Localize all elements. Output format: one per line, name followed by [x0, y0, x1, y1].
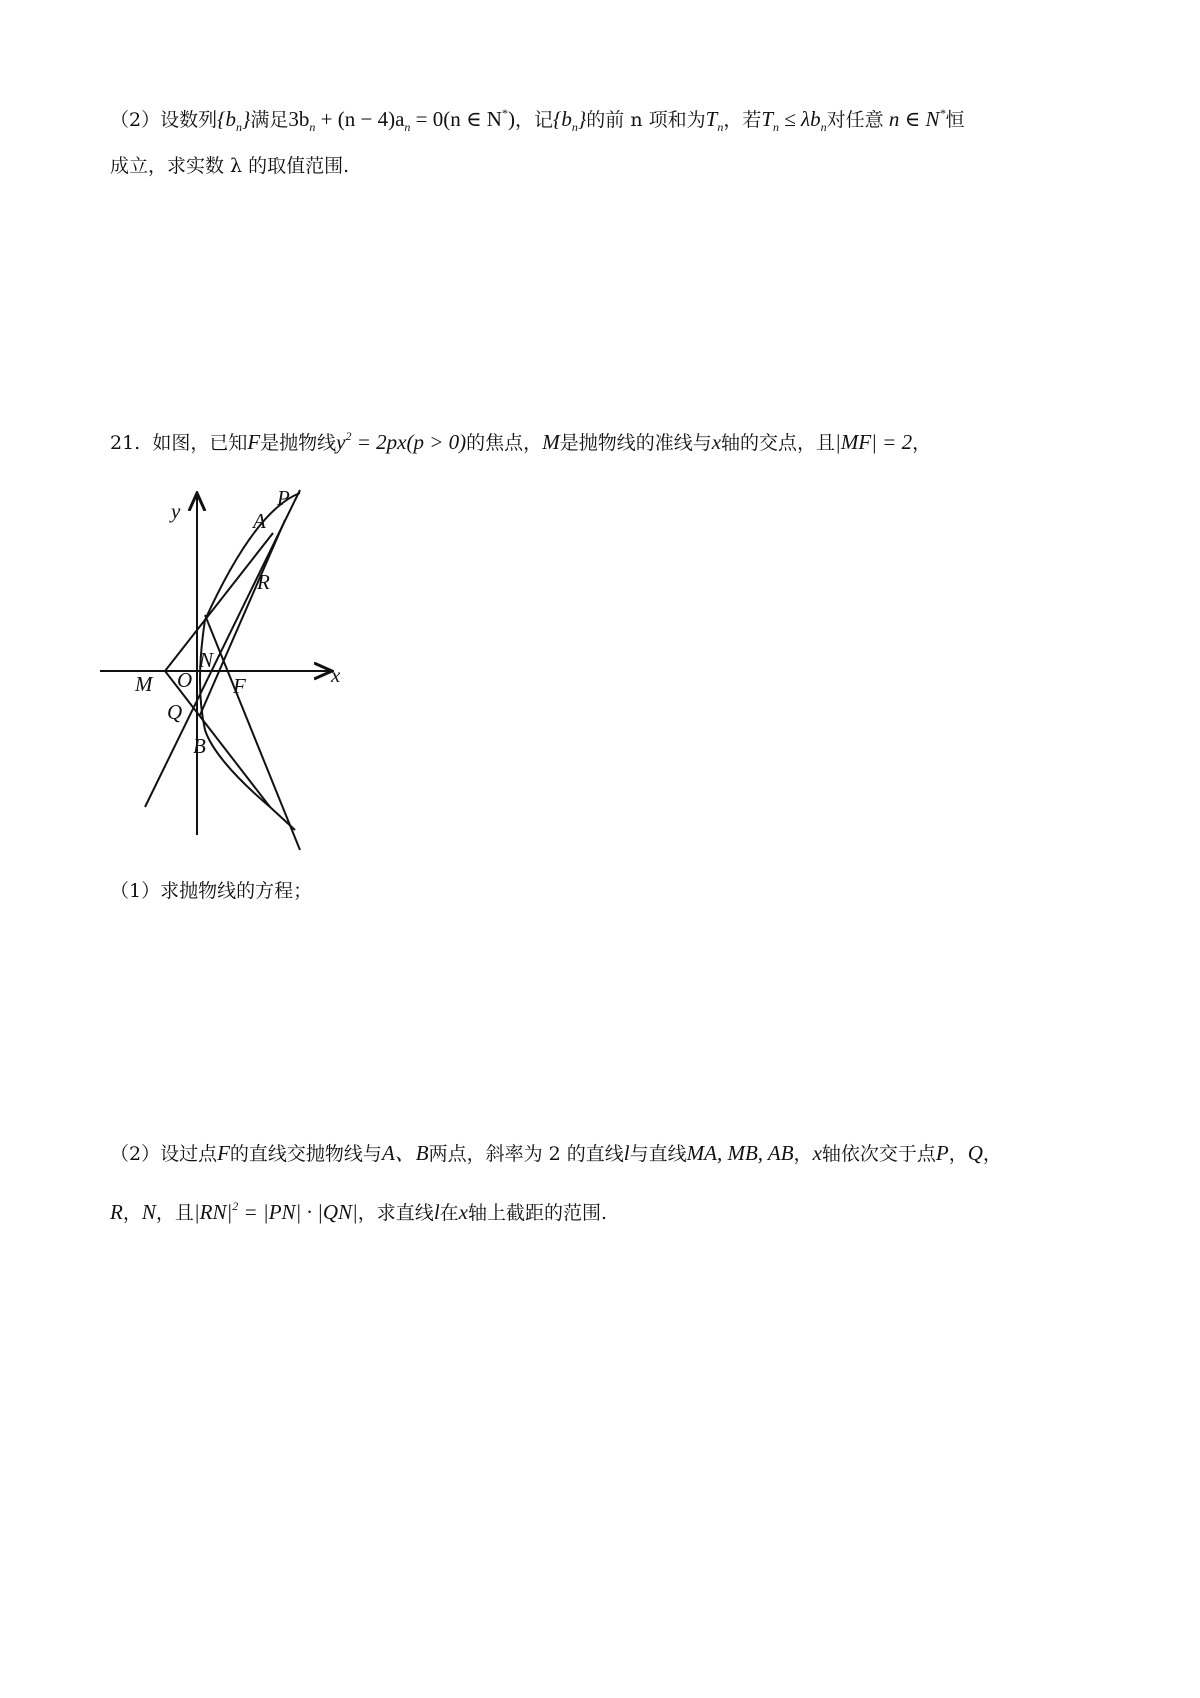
q21-l2-d: 在: [439, 1202, 459, 1224]
math-p2-x: x: [812, 1141, 822, 1165]
q21-text-a: 如图，已知: [152, 432, 248, 454]
parabola-diagram: [105, 486, 365, 920]
label-A: A: [253, 509, 266, 533]
q21-l2-b: ，且: [155, 1202, 194, 1224]
q21-p2-g: ，: [948, 1143, 968, 1165]
math-x-2: x: [458, 1200, 468, 1224]
q21-text-end: ，: [912, 432, 932, 454]
q21-text-c: 的焦点，: [466, 432, 543, 454]
q21-part1-text: （1）求抛物线的方程；: [110, 880, 313, 902]
q21-p2-c: 两点，斜率为 2 的直线: [428, 1143, 624, 1165]
label-N: N: [199, 648, 214, 672]
label-M: M: [135, 672, 153, 696]
q21-p2-f: 轴依次交于点: [821, 1143, 936, 1165]
math-l-2: l: [433, 1200, 440, 1224]
q21-part2-line1: [110, 1139, 1002, 1168]
math-Tn: $T_n$: [705, 107, 724, 134]
q20-part2-line1: [110, 99, 964, 141]
math-lines: MA, MB, AB: [686, 1141, 794, 1165]
math-RN-eq: $|RN|^2 = |PN| \cdot |QN|$: [193, 1199, 358, 1224]
q21-p2-b: 的直线交抛物线与: [229, 1143, 382, 1165]
math-AB: A、B: [381, 1141, 429, 1165]
q21-p2-e: ，: [793, 1143, 813, 1165]
text-satisfy: 满足: [250, 109, 289, 131]
label-P: P: [277, 486, 290, 510]
parabola-figure: [105, 486, 365, 920]
math-MF-abs: |MF| = 2: [835, 430, 913, 454]
text-note: ，记: [514, 109, 553, 131]
math-l: l: [623, 1141, 630, 1165]
text-if: ，若: [723, 109, 762, 131]
math-P: P: [935, 1141, 949, 1165]
q21-text-b: 是抛物线: [260, 432, 337, 454]
q21-l2-a: ，: [122, 1202, 142, 1224]
math-p2-F: F: [217, 1141, 230, 1165]
math-n-in-N: n ∈ N*: [883, 106, 946, 131]
q21-l2-e: 轴上截距的范围.: [468, 1202, 608, 1224]
math-inequality: $T_n \le \lambda b_n$: [761, 107, 827, 134]
label-Q: Q: [167, 700, 183, 724]
label-R: R: [257, 570, 270, 594]
q20-part2-line2: [110, 152, 349, 180]
label-x: x: [331, 663, 341, 687]
math-b-set-2: $\{b_n\}$: [552, 107, 587, 134]
math-Q: Q: [967, 1141, 983, 1165]
line-NB: [205, 615, 300, 850]
q21-number: 21.: [110, 432, 141, 454]
math-parabola-eq: $y^2 = 2px(p > 0)$: [336, 429, 467, 454]
q21-part2-line2: [110, 1192, 607, 1227]
parabola-curve: [200, 493, 300, 807]
math-M: M: [542, 430, 560, 454]
math-b-set: $\{b_n\}$: [217, 107, 251, 134]
q21-part1: [110, 877, 312, 905]
math-N: N: [141, 1200, 156, 1224]
text-sum: 的前 n 项和为: [586, 109, 706, 131]
q21-l2-c: ，求直线: [357, 1202, 434, 1224]
q20-part2-prefix: （2）设数列: [110, 109, 218, 131]
text-const: 恒: [945, 109, 965, 131]
math-F: F: [247, 430, 261, 454]
q21-text-d: 是抛物线的准线与: [559, 432, 712, 454]
line-tangent: [270, 807, 295, 830]
q21-p2-d: 与直线: [629, 1143, 687, 1165]
q21-p2-h: ，: [982, 1143, 1002, 1165]
label-B: B: [193, 734, 206, 758]
math-x: x: [711, 430, 722, 454]
label-F: F: [233, 674, 246, 698]
text-any: 对任意: [826, 109, 884, 131]
label-y: y: [171, 499, 181, 523]
q21-text-e: 轴的交点，且: [721, 432, 836, 454]
math-recurrence: $3b_n + (n - 4)a_n = 0(n$ ∈ N*): [288, 106, 515, 134]
label-O: O: [177, 668, 193, 692]
q20-part2-text: 成立，求实数 λ 的取值范围.: [110, 155, 350, 177]
math-R: R: [110, 1200, 123, 1224]
q21-p2-a: （2）设过点: [110, 1143, 218, 1165]
q21-stem: [110, 422, 931, 457]
